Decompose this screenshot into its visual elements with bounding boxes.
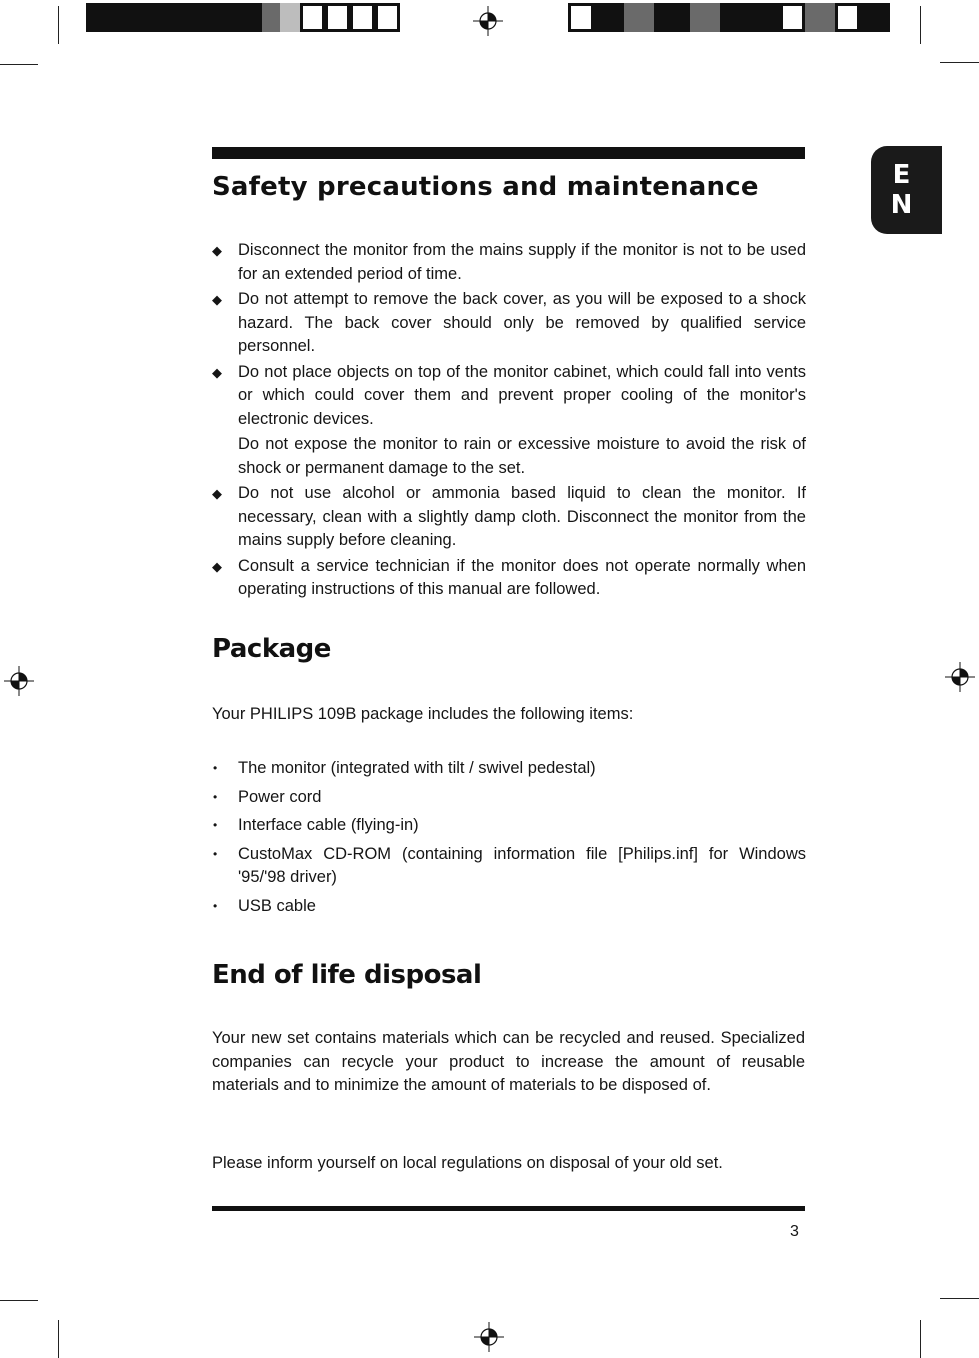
safety-item-text: Consult a service technician if the monitor does not operate normally when operating instructions of this manual are followed. <box>238 556 806 598</box>
bullet-dot-icon: • <box>213 761 218 775</box>
package-item <box>212 757 806 781</box>
package-item <box>212 814 806 838</box>
diamond-bullet-icon: ◆ <box>212 292 222 307</box>
language-tab <box>871 146 942 234</box>
safety-item-text: Do not place objects on top of the monitor cabinet, which could fall into vents or which could cover them and prevent proper cooling of the monitor's electronic devices. <box>238 362 806 428</box>
safety-list <box>212 239 806 604</box>
crop-mark <box>0 64 38 65</box>
safety-item <box>212 361 806 432</box>
safety-item-text: Do not attempt to remove the back cover, as you will be exposed to a shock hazard. The back cover should only be removed by qualified service personnel. <box>238 290 806 355</box>
registration-target-icon <box>4 666 34 696</box>
disposal-heading: End of life disposal <box>212 960 482 990</box>
package-intro: Your PHILIPS 109B package includes the following items: <box>212 705 634 723</box>
crop-mark <box>940 62 979 63</box>
bullet-dot-icon: • <box>213 846 218 861</box>
package-item <box>212 843 806 890</box>
crop-mark <box>920 6 921 44</box>
crop-mark <box>58 6 59 44</box>
package-item-text: Interface cable (flying-in) <box>238 816 419 834</box>
registration-target-icon <box>473 6 503 36</box>
bullet-dot-icon: • <box>213 818 218 832</box>
diamond-bullet-icon: ◆ <box>212 364 222 380</box>
disposal-paragraph: Your new set contains materials which can be recycled and reused. Specialized companies can recycle your product to increase the amount of reusable materials and to minimize the amount of materials to be disposed of. <box>212 1029 805 1094</box>
bullet-dot-icon: • <box>213 898 218 913</box>
disposal-paragraph: Please inform yourself on local regulations on disposal of your old set. <box>212 1154 723 1172</box>
package-item-text: Power cord <box>238 787 322 806</box>
package-item-text: CustoMax CD-ROM (containing information file [Philips.inf] for Windows '95/'98 driver) <box>238 844 806 886</box>
crop-mark <box>58 1320 59 1358</box>
section-rule-bottom <box>212 1206 805 1211</box>
safety-item-text: Disconnect the monitor from the mains supply if the monitor is not to be used for an extended period of time. <box>238 241 806 283</box>
crop-mark <box>920 1320 921 1358</box>
diamond-bullet-icon: ◆ <box>212 558 222 574</box>
safety-item <box>212 482 806 553</box>
package-item-text: USB cable <box>238 896 316 915</box>
safety-item-text: Do not use alcohol or ammonia based liquid to clean the monitor. If necessary, clean with a slightly damp cloth. Disconnect the monitor from the mains supply before cleaning. <box>238 484 806 549</box>
package-item <box>212 786 806 810</box>
language-tab-letter: E <box>892 160 911 190</box>
safety-heading: Safety precautions and maintenance <box>212 172 759 202</box>
language-tab-letter: N <box>890 190 913 220</box>
package-list <box>212 757 806 923</box>
diamond-bullet-icon: ◆ <box>212 486 222 501</box>
package-item <box>212 895 806 919</box>
registration-target-icon <box>474 1322 504 1352</box>
crop-mark <box>940 1298 979 1299</box>
section-rule-top <box>212 147 805 159</box>
package-item-text: The monitor (integrated with tilt / swivel pedestal) <box>238 759 596 777</box>
safety-item-extra-text: Do not expose the monitor to rain or excessive moisture to avoid the risk of shock or permanent damage to the set. <box>238 435 806 477</box>
registration-bar-right <box>568 3 890 32</box>
crop-mark <box>0 1300 38 1301</box>
bullet-dot-icon: • <box>213 789 218 804</box>
registration-bar-left <box>86 3 400 32</box>
safety-item <box>212 288 806 359</box>
page-number: 3 <box>790 1223 799 1240</box>
safety-item <box>212 555 806 602</box>
diamond-bullet-icon: ◆ <box>212 243 222 258</box>
safety-item <box>212 239 806 286</box>
package-heading: Package <box>212 634 331 664</box>
registration-target-icon <box>945 662 975 692</box>
